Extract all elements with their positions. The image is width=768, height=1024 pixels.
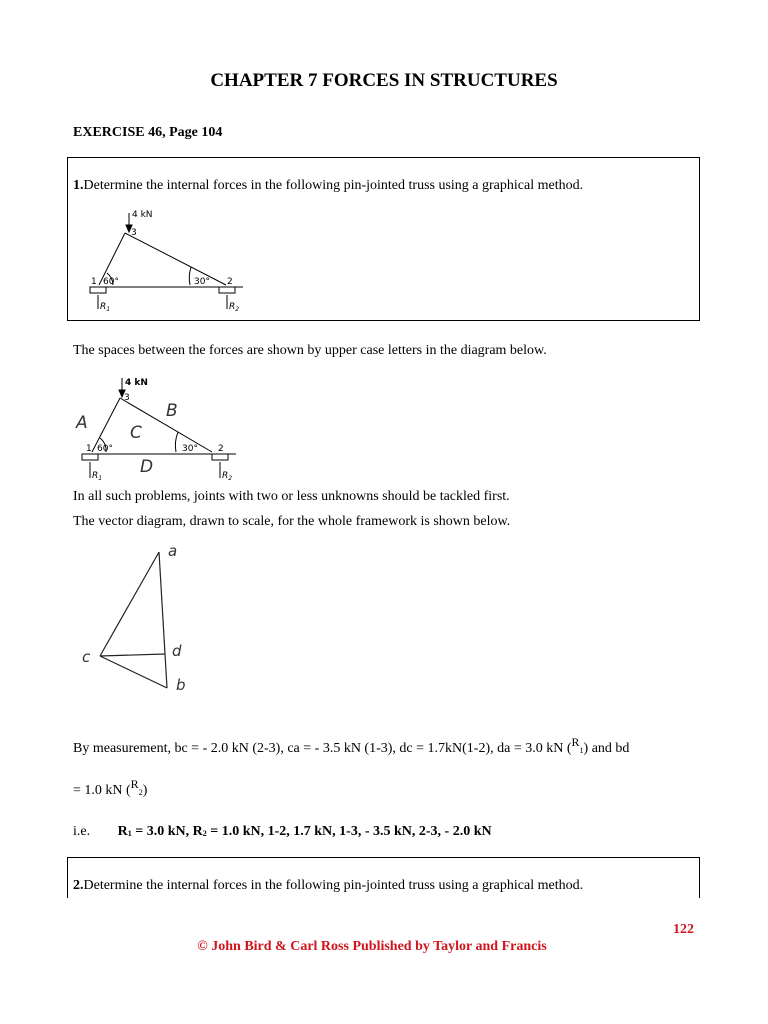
node-3-label: 3 [131, 228, 137, 238]
paragraph-spaces: The spaces between the forces are shown by upper case letters in the diagram below. [73, 343, 547, 358]
load-label: 4 kN [132, 210, 153, 220]
question-2 [73, 878, 583, 894]
support-2 [212, 454, 228, 460]
vector-label-a: a [168, 542, 178, 560]
question-1 [73, 178, 583, 194]
node-2-label: 2 [218, 444, 224, 454]
result-values: R1 = 3.0 kN, R2 = 1.0 kN, 1-2, 1.7 kN, 1-3, - 3.5 kN, 2-3, - 2.0 kN [117, 824, 492, 839]
question-1-text: Determine the internal forces in the following pin-jointed truss using a graphical method. [83, 178, 584, 193]
truss-figure-1 [85, 205, 265, 315]
node-3-label: 3 [124, 393, 130, 403]
support-1 [90, 287, 106, 293]
vector-cb [100, 656, 167, 688]
vector-label-c: c [82, 648, 91, 666]
vector-ca [100, 552, 159, 656]
paragraph-joints: In all such problems, joints with two or less unknowns should be tackled first. [73, 489, 510, 504]
vector-diagram [76, 540, 196, 700]
angle-60-label: 60° [103, 277, 119, 287]
angle-arc-30 [175, 432, 178, 452]
angle-30-label: 30° [194, 277, 210, 287]
question-1-number: 1. [73, 178, 84, 193]
exercise-heading: EXERCISE 46, Page 104 [73, 125, 223, 140]
node-1-label: 1 [91, 277, 97, 287]
r2-label: $R_2$ [229, 302, 240, 313]
load-label: 4 kN [125, 378, 148, 388]
r1-label: $R_1$ [92, 471, 103, 482]
question-2-number: 2. [73, 878, 84, 893]
r-symbol: R [130, 777, 139, 791]
measurement-line-1: By measurement, bc = - 2.0 kN (2-3), ca = - 3.5 kN (1-3), dc = 1.7kN(1-2), da = 3.0 kN (R1) and bd [73, 735, 630, 756]
angle-arc-30 [189, 267, 191, 285]
page-number: 122 [673, 922, 694, 937]
r-symbol: R [571, 735, 580, 749]
angle-30-label: 30° [182, 444, 198, 454]
node-2-label: 2 [227, 277, 233, 287]
space-label-c: C [130, 423, 142, 443]
question-2-text: Determine the internal forces in the following pin-jointed truss using a graphical method. [83, 878, 584, 893]
space-label-d: D [140, 457, 154, 477]
node-1-label: 1 [86, 444, 92, 454]
paragraph-vector: The vector diagram, drawn to scale, for the whole framework is shown below. [73, 514, 511, 529]
result-line [73, 824, 492, 840]
vector-cd [100, 654, 165, 656]
space-label-a: A [76, 413, 88, 433]
member-3-2 [125, 233, 226, 285]
vector-label-b: b [176, 676, 186, 694]
support-2 [219, 287, 235, 293]
measurement-line-2: = 1.0 kN (R2) [73, 777, 148, 798]
truss-figure-2 [72, 372, 262, 484]
result-prefix: i.e. [73, 824, 91, 839]
r1-label: $R_1$ [100, 302, 111, 313]
vector-label-d: d [172, 642, 182, 660]
vector-ab [159, 552, 167, 688]
copyright-footer: © John Bird & Carl Ross Published by Taylor and Francis [197, 939, 547, 954]
support-1 [82, 454, 98, 460]
space-label-b: B [166, 401, 178, 421]
r2-label: $R_2$ [222, 471, 233, 482]
angle-60-label: 60° [97, 444, 113, 454]
page-title: CHAPTER 7 FORCES IN STRUCTURES [210, 70, 558, 91]
